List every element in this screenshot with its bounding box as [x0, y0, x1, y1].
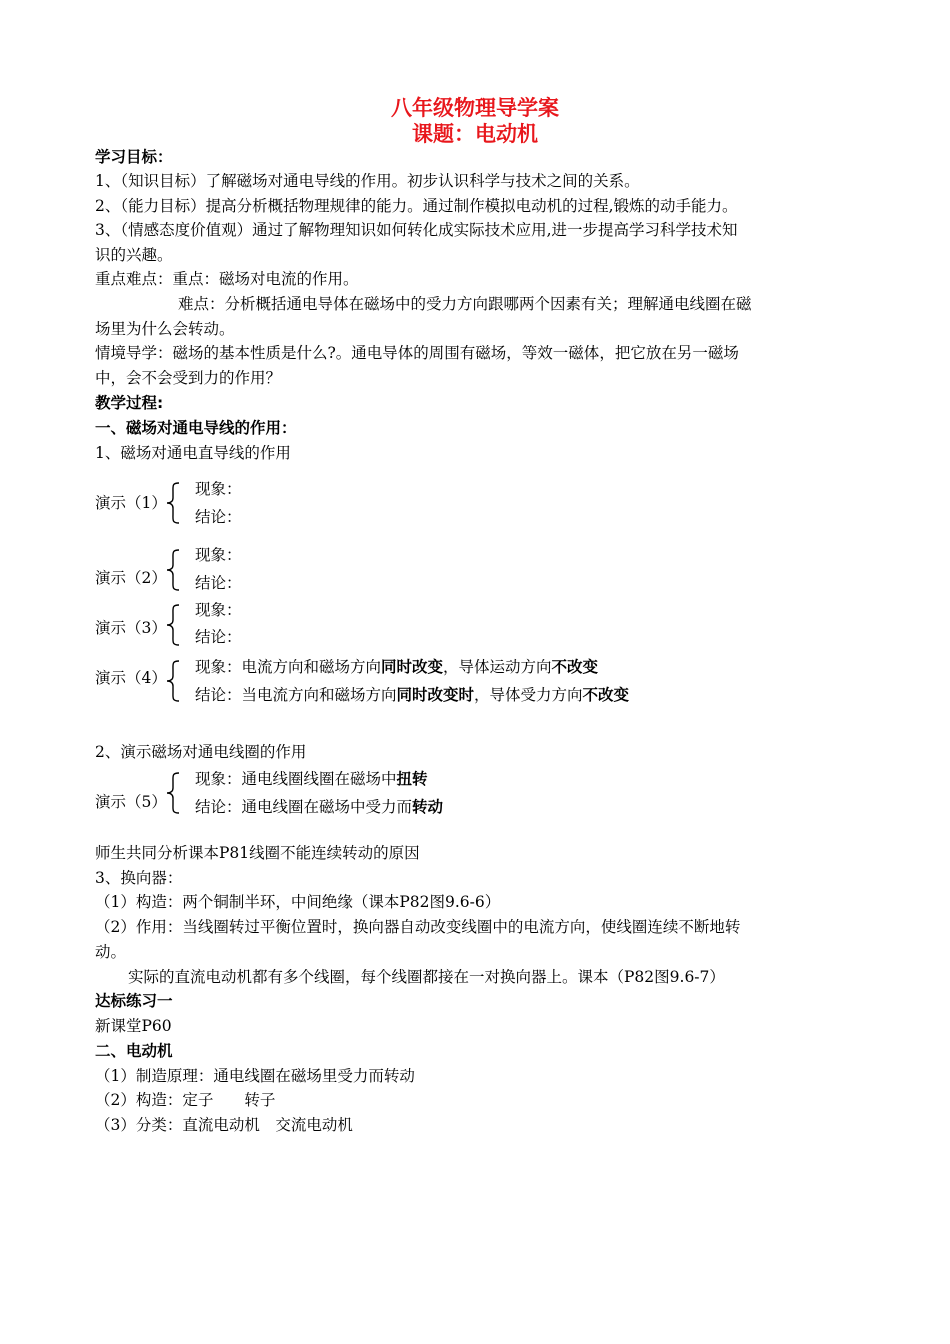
difficult-points-cont: 场里为什么会转动。: [95, 320, 235, 338]
doc-title: 八年级物理导学案: [391, 96, 559, 120]
motor-structure: （2）构造：定子 转子: [95, 1091, 276, 1109]
goals-heading: 学习目标：: [95, 148, 173, 166]
demo-1-conclusion: 结论：: [195, 508, 242, 526]
commutator-structure: （1）构造：两个铜制半环，中间绝缘（课本P82图9.6-6）: [95, 893, 501, 911]
process-heading: 教学过程:: [95, 394, 164, 412]
demo-5-conclusion: [195, 796, 443, 818]
demo-1-label: 演示（1）: [95, 494, 167, 512]
demo-4-concl-bold-2: 不改变: [582, 686, 630, 704]
demo-4-concl-bold-1: 同时改变时: [396, 686, 475, 704]
demo-5-concl-bold: 转动: [412, 798, 444, 816]
analysis-line: 师生共同分析课本P81线圈不能连续转动的原因: [95, 844, 420, 862]
demo-4-concl-text-a: 结论：当电流方向和磁场方向: [195, 686, 397, 704]
section-1-2: 2、演示磁场对通电线圈的作用: [95, 743, 307, 761]
demo-5-label: 演示（5）: [95, 793, 167, 811]
lesson-title: 课题：电动机: [412, 122, 538, 146]
brace-icon: [166, 482, 180, 524]
demo-4-phen-text-a: 现象：电流方向和磁场方向: [195, 658, 382, 676]
demo-2-label: 演示（2）: [95, 569, 167, 587]
brace-icon: [166, 660, 180, 702]
goal-3-line-2: 识的兴趣。: [95, 246, 173, 264]
demo-1-phenomenon: 现象：: [195, 480, 242, 498]
brace-icon: [166, 549, 180, 591]
goal-3-line-1: 3、（情感态度价值观）通过了解物理知识如何转化成实际技术应用,进一步提高学习科学技术知: [95, 221, 738, 239]
difficult-points: 难点：分析概括通电导体在磁场中的受力方向跟哪两个因素有关；理解通电线圈在磁: [178, 295, 752, 313]
practice-heading: 达标练习一: [95, 992, 173, 1010]
demo-3-label: 演示（3）: [95, 619, 167, 637]
demo-4-conclusion: [195, 684, 629, 706]
motor-types: （3）分类：直流电动机 交流电动机: [95, 1116, 353, 1134]
practice-reference: 新课堂P60: [95, 1017, 172, 1035]
demo-3-conclusion: 结论：: [195, 628, 242, 646]
demo-5-concl-text: 结论：通电线圈在磁场中受力而: [195, 798, 413, 816]
demo-5-phen-bold: 扭转: [396, 770, 428, 788]
brace-icon: [166, 772, 180, 814]
section-2-heading: 二、电动机: [95, 1042, 173, 1060]
key-points: 重点难点：重点：磁场对电流的作用。: [95, 270, 359, 288]
demo-4-phen-text-c: ，导体运动方向: [443, 658, 552, 676]
demo-4-phenomenon: [195, 656, 598, 678]
demo-5-phen-text: 现象：通电线圈线圈在磁场中: [195, 770, 397, 788]
goal-1: 1、（知识目标）了解磁场对通电导线的作用。初步认识科学与技术之间的关系。: [95, 172, 640, 190]
intro-line-2: 中，会不会受到力的作用？: [95, 369, 282, 387]
demo-4-phen-bold-2: 不改变: [551, 658, 599, 676]
commutator-function-cont: 动。: [95, 943, 127, 961]
demo-3-phenomenon: 现象：: [195, 601, 242, 619]
demo-2-conclusion: 结论：: [195, 574, 242, 592]
demo-4-phen-bold-1: 同时改变: [381, 658, 444, 676]
goal-2: 2、（能力目标）提高分析概括物理规律的能力。通过制作模拟电动机的过程,锻炼的动手能力。: [95, 197, 738, 215]
demo-5-phenomenon: [195, 768, 428, 790]
brace-icon: [166, 604, 180, 646]
demo-4-concl-text-c: ，导体受力方向: [474, 686, 583, 704]
demo-2-phenomenon: 现象：: [195, 546, 242, 564]
demo-4-label: 演示（4）: [95, 669, 167, 687]
intro-line-1: 情境导学：磁场的基本性质是什么?。通电导体的周围有磁场，等效一磁体，把它放在另一磁场: [95, 344, 739, 362]
motor-principle: （1）制造原理：通电线圈在磁场里受力而转动: [95, 1067, 415, 1085]
section-1-3: 3、换向器：: [95, 869, 183, 887]
section-1-1: 1、磁场对通电直导线的作用: [95, 444, 291, 462]
section-1-heading: 一、磁场对通电导线的作用：: [95, 419, 297, 437]
commutator-function: （2）作用：当线圈转过平衡位置时，换向器自动改变线圈中的电流方向，使线圈连续不断地转: [95, 918, 741, 936]
commutator-note: 实际的直流电动机都有多个线圈，每个线圈都接在一对换向器上。课本（P82图9.6-7）: [128, 968, 725, 986]
